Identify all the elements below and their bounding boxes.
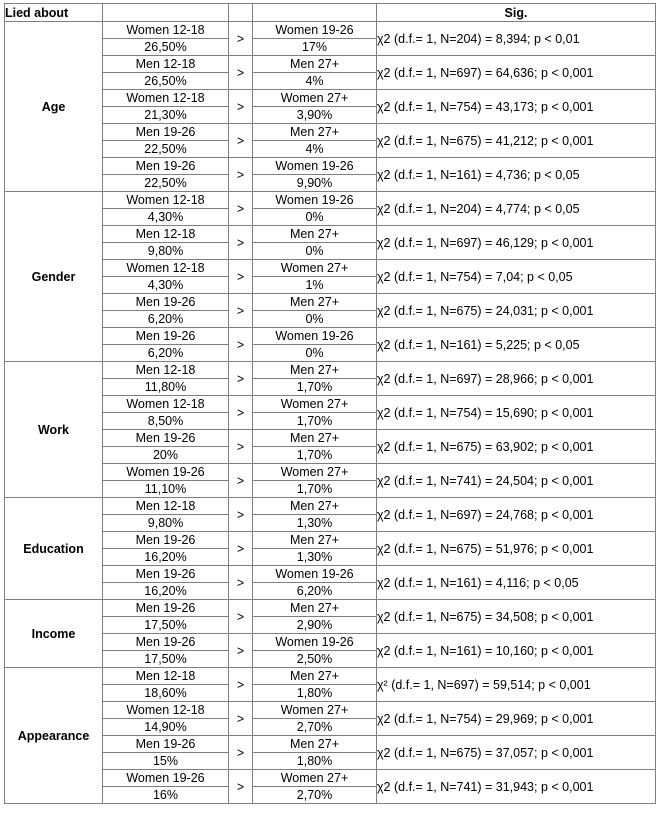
table-row <box>5 90 656 107</box>
header-group-2 <box>253 4 377 22</box>
group-1-label: Men 12-18 <box>103 226 229 243</box>
group-2-percent: 0% <box>253 209 377 226</box>
table-row <box>5 498 656 515</box>
group-2-label: Women 27+ <box>253 770 377 787</box>
group-2-percent: 0% <box>253 345 377 362</box>
table-row <box>5 430 656 447</box>
comparison-operator: > <box>229 56 253 90</box>
group-2-label: Women 19-26 <box>253 22 377 39</box>
group-2-percent: 1,70% <box>253 379 377 396</box>
category-label: Age <box>5 22 103 192</box>
table-row <box>5 600 656 617</box>
comparison-operator: > <box>229 158 253 192</box>
group-1-label: Women 12-18 <box>103 396 229 413</box>
group-1-label: Men 19-26 <box>103 124 229 141</box>
group-1-label: Women 12-18 <box>103 260 229 277</box>
comparison-operator: > <box>229 124 253 158</box>
group-1-label: Men 19-26 <box>103 566 229 583</box>
group-2-label: Men 27+ <box>253 294 377 311</box>
comparison-operator: > <box>229 226 253 260</box>
group-1-percent: 22,50% <box>103 175 229 192</box>
group-1-label: Women 12-18 <box>103 192 229 209</box>
group-2-label: Women 19-26 <box>253 192 377 209</box>
group-2-percent: 4% <box>253 141 377 158</box>
group-1-label: Women 12-18 <box>103 90 229 107</box>
table-row <box>5 464 656 481</box>
group-1-percent: 16% <box>103 787 229 804</box>
group-1-percent: 6,20% <box>103 311 229 328</box>
table-row <box>5 702 656 719</box>
category-label: Appearance <box>5 668 103 804</box>
table-row <box>5 566 656 583</box>
significance-value: χ2 (d.f.= 1, N=754) = 15,690; p < 0,001 <box>377 396 656 430</box>
group-2-label: Women 27+ <box>253 90 377 107</box>
group-2-label: Women 19-26 <box>253 634 377 651</box>
group-2-percent: 1,70% <box>253 481 377 498</box>
group-2-label: Women 27+ <box>253 702 377 719</box>
group-2-percent: 4% <box>253 73 377 90</box>
significance-value: χ2 (d.f.= 1, N=697) = 24,768; p < 0,001 <box>377 498 656 532</box>
significance-value: χ2 (d.f.= 1, N=675) = 51,976; p < 0,001 <box>377 532 656 566</box>
group-2-label: Men 27+ <box>253 430 377 447</box>
group-2-label: Men 27+ <box>253 124 377 141</box>
significance-value: χ2 (d.f.= 1, N=675) = 41,212; p < 0,001 <box>377 124 656 158</box>
significance-value: χ2 (d.f.= 1, N=741) = 24,504; p < 0,001 <box>377 464 656 498</box>
significance-value: χ2 (d.f.= 1, N=675) = 24,031; p < 0,001 <box>377 294 656 328</box>
comparison-operator: > <box>229 90 253 124</box>
table-row <box>5 328 656 345</box>
significance-value: χ2 (d.f.= 1, N=754) = 43,173; p < 0,001 <box>377 90 656 124</box>
group-1-percent: 16,20% <box>103 583 229 600</box>
group-2-label: Men 27+ <box>253 226 377 243</box>
group-2-percent: 1,30% <box>253 549 377 566</box>
group-1-percent: 17,50% <box>103 651 229 668</box>
group-1-percent: 4,30% <box>103 277 229 294</box>
group-2-percent: 1,70% <box>253 413 377 430</box>
group-1-percent: 9,80% <box>103 515 229 532</box>
table-body <box>5 22 656 804</box>
group-2-label: Men 27+ <box>253 362 377 379</box>
comparison-operator: > <box>229 22 253 56</box>
significance-value: χ2 (d.f.= 1, N=741) = 31,943; p < 0,001 <box>377 770 656 804</box>
category-label: Income <box>5 600 103 668</box>
group-1-percent: 6,20% <box>103 345 229 362</box>
comparison-operator: > <box>229 294 253 328</box>
group-2-label: Men 27+ <box>253 736 377 753</box>
group-2-label: Women 19-26 <box>253 566 377 583</box>
table-row <box>5 770 656 787</box>
group-1-label: Men 12-18 <box>103 56 229 73</box>
header-lied-about: Lied about <box>5 4 103 22</box>
table-row <box>5 362 656 379</box>
comparison-operator: > <box>229 668 253 702</box>
comparison-operator: > <box>229 192 253 226</box>
significance-value: χ2 (d.f.= 1, N=161) = 10,160; p < 0,001 <box>377 634 656 668</box>
comparison-operator: > <box>229 566 253 600</box>
group-2-label: Men 27+ <box>253 498 377 515</box>
table-row <box>5 294 656 311</box>
significance-value: χ2 (d.f.= 1, N=161) = 4,736; p < 0,05 <box>377 158 656 192</box>
table-row <box>5 736 656 753</box>
group-1-label: Men 19-26 <box>103 532 229 549</box>
group-2-label: Men 27+ <box>253 668 377 685</box>
group-1-label: Men 19-26 <box>103 600 229 617</box>
group-2-percent: 1,80% <box>253 685 377 702</box>
category-label: Work <box>5 362 103 498</box>
significance-value: χ2 (d.f.= 1, N=161) = 4,116; p < 0,05 <box>377 566 656 600</box>
table-row <box>5 532 656 549</box>
group-2-label: Women 27+ <box>253 260 377 277</box>
significance-value: χ2 (d.f.= 1, N=697) = 64,636; p < 0,001 <box>377 56 656 90</box>
group-2-label: Men 27+ <box>253 532 377 549</box>
category-label: Gender <box>5 192 103 362</box>
group-1-percent: 11,10% <box>103 481 229 498</box>
group-2-percent: 2,70% <box>253 787 377 804</box>
table-row <box>5 634 656 651</box>
group-2-percent: 17% <box>253 39 377 56</box>
significance-value: χ2 (d.f.= 1, N=697) = 46,129; p < 0,001 <box>377 226 656 260</box>
comparison-operator: > <box>229 396 253 430</box>
group-2-label: Women 27+ <box>253 396 377 413</box>
significance-value: χ2 (d.f.= 1, N=204) = 4,774; p < 0,05 <box>377 192 656 226</box>
significance-value: χ2 (d.f.= 1, N=754) = 7,04; p < 0,05 <box>377 260 656 294</box>
group-2-percent: 1,30% <box>253 515 377 532</box>
significance-value: χ2 (d.f.= 1, N=675) = 63,902; p < 0,001 <box>377 430 656 464</box>
table-row <box>5 124 656 141</box>
group-1-percent: 8,50% <box>103 413 229 430</box>
comparison-operator: > <box>229 770 253 804</box>
significance-value: χ2 (d.f.= 1, N=161) = 5,225; p < 0,05 <box>377 328 656 362</box>
group-1-percent: 14,90% <box>103 719 229 736</box>
group-2-percent: 1,80% <box>253 753 377 770</box>
table-row <box>5 260 656 277</box>
group-1-percent: 9,80% <box>103 243 229 260</box>
group-1-label: Women 12-18 <box>103 22 229 39</box>
significance-value: χ2 (d.f.= 1, N=754) = 29,969; p < 0,001 <box>377 702 656 736</box>
group-1-percent: 26,50% <box>103 39 229 56</box>
table-row <box>5 668 656 685</box>
group-2-percent: 6,20% <box>253 583 377 600</box>
group-1-label: Men 19-26 <box>103 736 229 753</box>
group-1-percent: 15% <box>103 753 229 770</box>
significance-value: χ2 (d.f.= 1, N=675) = 34,508; p < 0,001 <box>377 600 656 634</box>
category-label: Education <box>5 498 103 600</box>
table-row <box>5 192 656 209</box>
group-1-label: Men 19-26 <box>103 294 229 311</box>
group-2-percent: 3,90% <box>253 107 377 124</box>
group-1-label: Men 19-26 <box>103 634 229 651</box>
comparison-operator: > <box>229 430 253 464</box>
group-2-percent: 0% <box>253 311 377 328</box>
comparison-operator: > <box>229 634 253 668</box>
group-2-percent: 2,70% <box>253 719 377 736</box>
group-2-percent: 1,70% <box>253 447 377 464</box>
table-row <box>5 396 656 413</box>
table-row <box>5 158 656 175</box>
group-1-percent: 11,80% <box>103 379 229 396</box>
comparison-operator: > <box>229 362 253 396</box>
group-1-percent: 21,30% <box>103 107 229 124</box>
comparison-operator: > <box>229 532 253 566</box>
group-1-label: Men 19-26 <box>103 328 229 345</box>
group-2-percent: 2,50% <box>253 651 377 668</box>
group-2-percent: 2,90% <box>253 617 377 634</box>
group-2-percent: 0% <box>253 243 377 260</box>
comparison-table <box>4 3 656 804</box>
group-1-label: Men 12-18 <box>103 498 229 515</box>
table-row <box>5 226 656 243</box>
group-1-percent: 20% <box>103 447 229 464</box>
table-row <box>5 22 656 39</box>
group-1-label: Men 19-26 <box>103 430 229 447</box>
comparison-operator: > <box>229 464 253 498</box>
significance-value: χ2 (d.f.= 1, N=697) = 28,966; p < 0,001 <box>377 362 656 396</box>
group-2-label: Women 19-26 <box>253 328 377 345</box>
group-1-percent: 4,30% <box>103 209 229 226</box>
header-group-1 <box>103 4 229 22</box>
significance-value: χ² (d.f.= 1, N=697) = 59,514; p < 0,001 <box>377 668 656 702</box>
group-2-percent: 9,90% <box>253 175 377 192</box>
header-significance: Sig. <box>377 4 656 22</box>
group-1-percent: 16,20% <box>103 549 229 566</box>
comparison-operator: > <box>229 498 253 532</box>
group-1-percent: 26,50% <box>103 73 229 90</box>
comparison-operator: > <box>229 736 253 770</box>
group-2-label: Men 27+ <box>253 600 377 617</box>
group-1-label: Men 12-18 <box>103 362 229 379</box>
group-2-label: Men 27+ <box>253 56 377 73</box>
table-row <box>5 56 656 73</box>
header-row <box>5 4 656 22</box>
comparison-operator: > <box>229 600 253 634</box>
group-1-label: Women 19-26 <box>103 770 229 787</box>
group-1-label: Women 19-26 <box>103 464 229 481</box>
group-1-label: Men 12-18 <box>103 668 229 685</box>
group-2-label: Women 19-26 <box>253 158 377 175</box>
group-2-label: Women 27+ <box>253 464 377 481</box>
header-operator <box>229 4 253 22</box>
group-1-percent: 22,50% <box>103 141 229 158</box>
group-1-percent: 17,50% <box>103 617 229 634</box>
group-1-percent: 18,60% <box>103 685 229 702</box>
group-2-percent: 1% <box>253 277 377 294</box>
comparison-operator: > <box>229 260 253 294</box>
group-1-label: Women 12-18 <box>103 702 229 719</box>
significance-value: χ2 (d.f.= 1, N=204) = 8,394; p < 0,01 <box>377 22 656 56</box>
significance-value: χ2 (d.f.= 1, N=675) = 37,057; p < 0,001 <box>377 736 656 770</box>
comparison-operator: > <box>229 702 253 736</box>
comparison-operator: > <box>229 328 253 362</box>
group-1-label: Men 19-26 <box>103 158 229 175</box>
